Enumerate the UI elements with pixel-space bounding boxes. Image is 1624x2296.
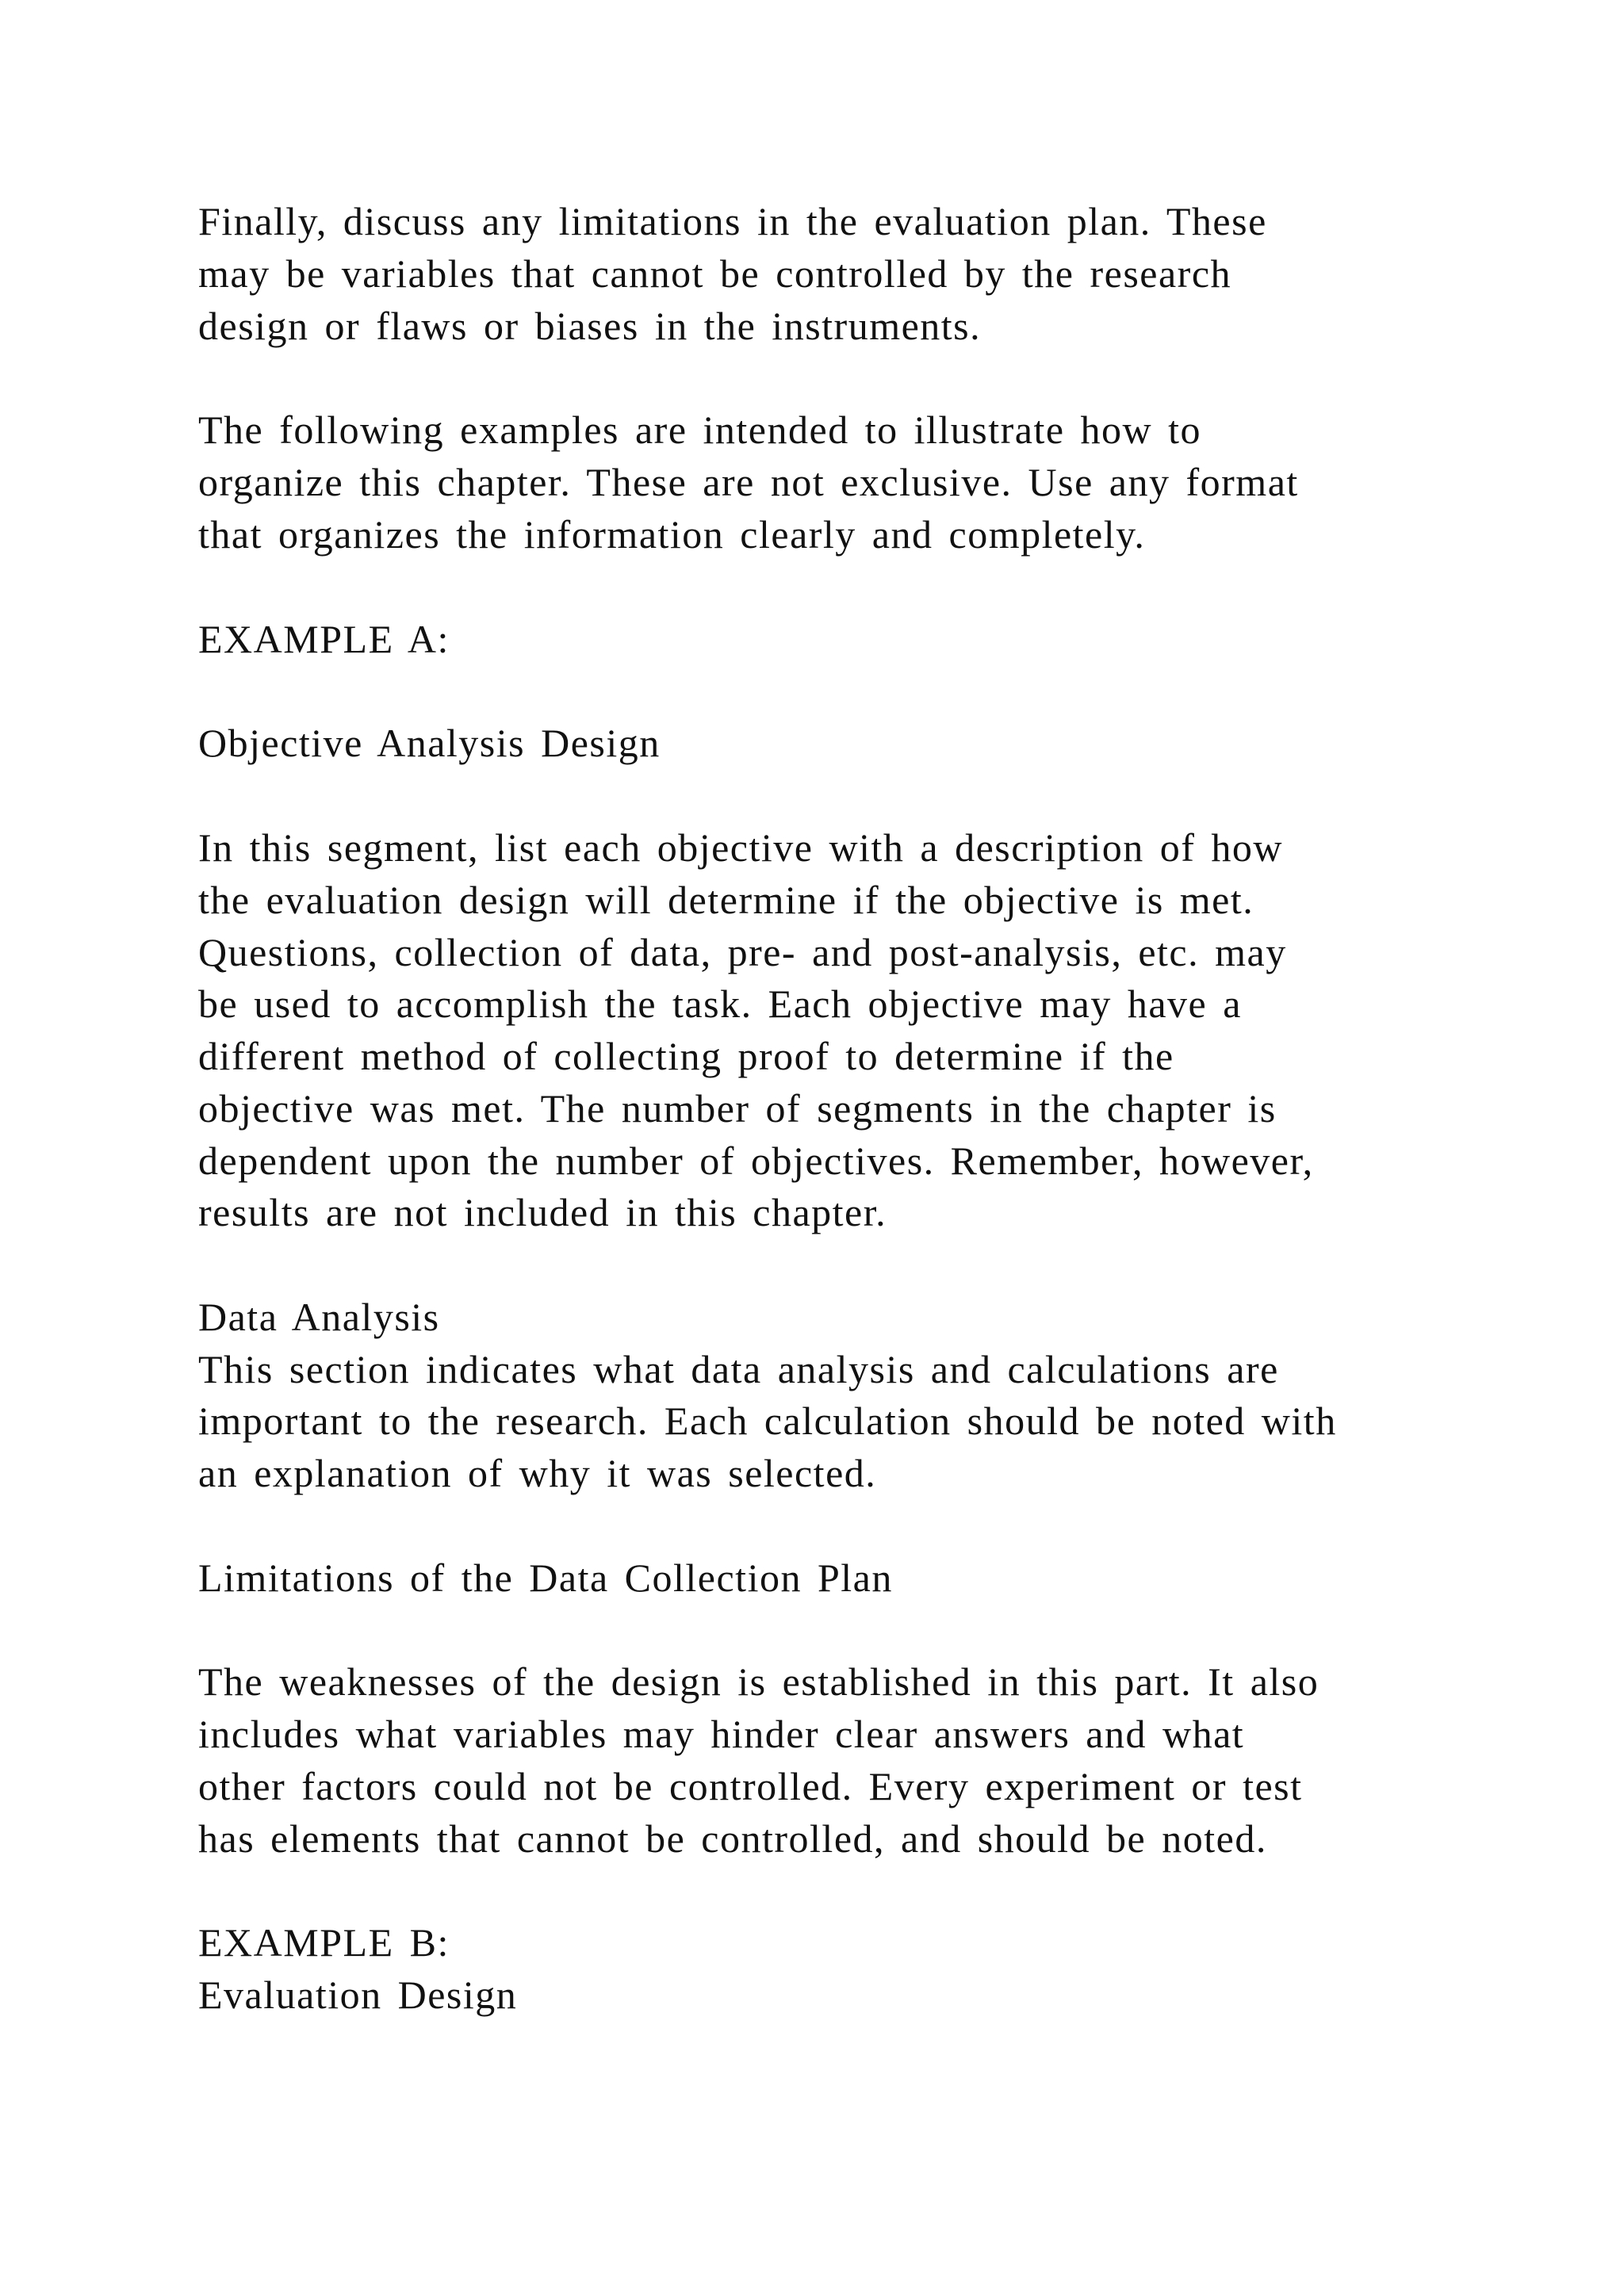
text-line: the evaluation design will determine if the objective is met. (198, 878, 1254, 922)
text-line: This section indicates what data analysis and calculations are (198, 1347, 1279, 1391)
text-line: Questions, collection of data, pre- and post-analysis, etc. may (198, 930, 1287, 974)
section-heading: Evaluation Design (198, 1973, 518, 2017)
text-line: important to the research. Each calculation should be noted with (198, 1399, 1337, 1443)
example-heading: EXAMPLE A: (198, 617, 450, 661)
text-line: different method of collecting proof to determine if the (198, 1034, 1174, 1078)
text-line: The weaknesses of the design is established in this part. It also (198, 1659, 1320, 1704)
text-line: that organizes the information clearly and completely. (198, 512, 1146, 557)
text-line: objective was met. The number of segments in the chapter is (198, 1086, 1277, 1131)
section-heading: Data Analysis (198, 1295, 440, 1339)
text-line: Finally, discuss any limitations in the evaluation plan. These (198, 199, 1267, 243)
text-line: dependent upon the number of objectives. Remember, however, (198, 1138, 1314, 1183)
text-line: design or flaws or biases in the instruments. (198, 304, 982, 348)
text-line: be used to accomplish the task. Each objective may have a (198, 982, 1242, 1026)
example-heading: EXAMPLE B: (198, 1920, 450, 1965)
text-line: The following examples are intended to illustrate how to (198, 408, 1202, 452)
text-line: may be variables that cannot be controlled by the research (198, 251, 1232, 296)
section-heading: Objective Analysis Design (198, 721, 661, 765)
text-line: an explanation of why it was selected. (198, 1451, 877, 1495)
text-line: In this segment, list each objective with a description of how (198, 825, 1283, 870)
section-heading: Limitations of the Data Collection Plan (198, 1556, 893, 1600)
text-line: results are not included in this chapter. (198, 1190, 887, 1234)
text-line: has elements that cannot be controlled, and should be noted. (198, 1816, 1267, 1861)
text-line: organize this chapter. These are not exclusive. Use any format (198, 460, 1299, 504)
text-line: other factors could not be controlled. Every experiment or test (198, 1764, 1303, 1808)
text-line: includes what variables may hinder clear answers and what (198, 1712, 1245, 1756)
